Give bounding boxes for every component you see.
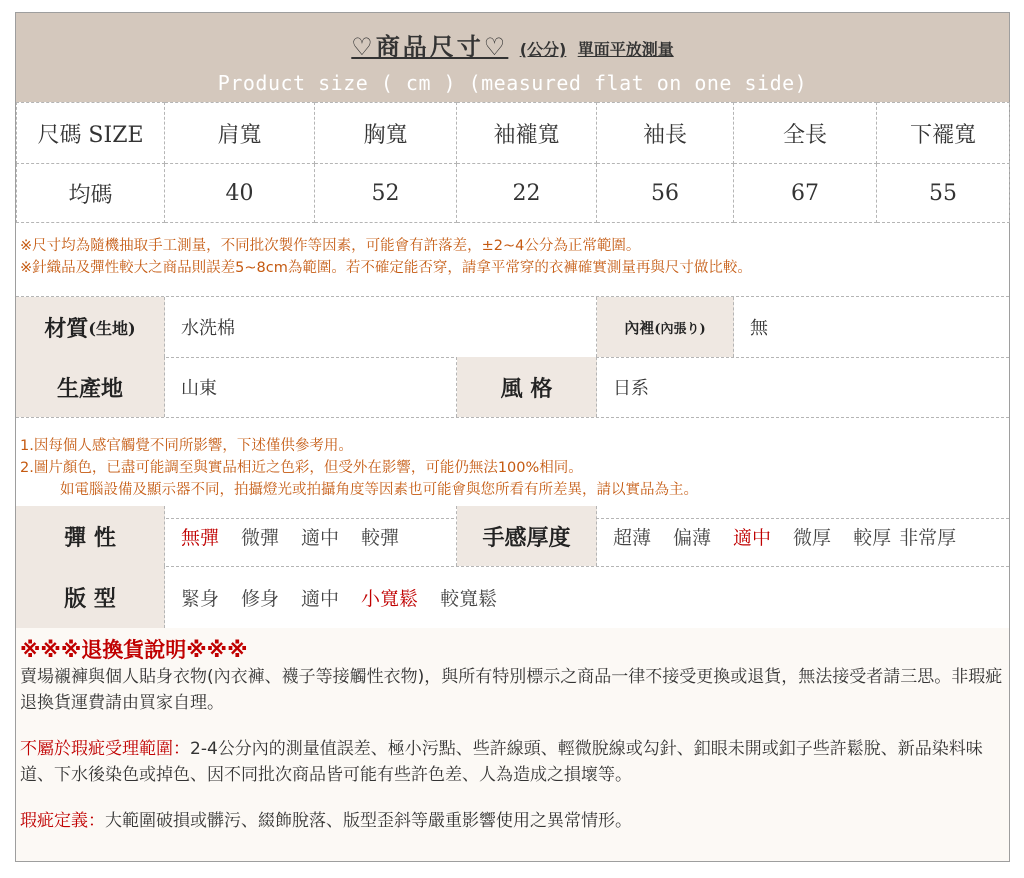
thickness-option: 較厚 bbox=[853, 526, 892, 549]
origin-value: 山東 bbox=[165, 357, 457, 417]
size-cell: 均碼 bbox=[17, 164, 165, 223]
header-measure: 單面平放測量 bbox=[577, 40, 674, 59]
elasticity-option: 適中 bbox=[301, 526, 340, 549]
size-cell: 52 bbox=[315, 164, 457, 223]
material-label: 材質 (生地) bbox=[16, 297, 165, 357]
return-policy-para: 賣場襯褲與個人貼身衣物(內衣褲、襪子等接觸性衣物)，與所有特別標示之商品一律不接受更換或退貨，無法接受者請三思。非瑕疵退換貨運費請由買家自理。 bbox=[20, 667, 1003, 713]
size-col-header: 袖長 bbox=[597, 103, 734, 164]
photo-note-line: 如電腦設備及顯示器不同，拍攝燈光或拍攝角度等因素也可能會與您所看有所差異，請以實品為主。 bbox=[60, 482, 698, 498]
size-cell: 56 bbox=[597, 164, 734, 223]
style-value: 日系 bbox=[613, 378, 649, 399]
elasticity-options bbox=[165, 506, 457, 566]
fit-option: 修身 bbox=[241, 587, 280, 610]
size-col-header: 下襬寬 bbox=[877, 103, 1010, 164]
thickness-option: 微厚 bbox=[793, 526, 832, 549]
return-policy-para bbox=[20, 736, 1005, 788]
fit-label: 版 型 bbox=[16, 566, 165, 628]
size-cell: 40 bbox=[165, 164, 315, 223]
size-cell: 22 bbox=[457, 164, 597, 223]
material-value: 水洗棉 bbox=[165, 297, 597, 357]
elasticity-option: 微彈 bbox=[241, 526, 280, 549]
elasticity-row bbox=[16, 506, 1009, 567]
header-title-en: Product size ( cm ) (measured flat on one side) bbox=[217, 71, 808, 95]
material-row bbox=[16, 297, 1009, 358]
fit-options bbox=[165, 566, 1009, 628]
header-unit: (公分) bbox=[519, 40, 567, 59]
size-col-header: 尺碼 SIZE bbox=[17, 103, 165, 164]
elasticity-option: 無彈 bbox=[181, 526, 220, 549]
thickness-label: 手感厚度 bbox=[457, 506, 597, 566]
non-defect-text: 2-4公分內的測量值誤差、極小污點、些許線頭、輕微脫線或勾針、釦眼未開或釦子些許鬆脫、新品染料味道、下水後染色或掉色、因不同批次商品皆可能有些許色差、人為造成之損壞等。 bbox=[20, 739, 983, 785]
size-note-line: ※針織品及彈性較大之商品則誤差5~8cm為範圍。若不確定能否穿，請拿平常穿的衣褲確實測量再與尺寸做比較。 bbox=[20, 260, 752, 276]
size-col-header: 袖襱寬 bbox=[457, 103, 597, 164]
return-policy-title: ※※※退換貨說明※※※ bbox=[20, 638, 248, 662]
thickness-option: 超薄 bbox=[613, 526, 652, 549]
size-cell: 55 bbox=[877, 164, 1010, 223]
return-policy-para bbox=[20, 808, 1005, 834]
size-table bbox=[16, 102, 1010, 223]
lining-label: 內裡 (內張り) bbox=[597, 297, 734, 357]
size-table-header-row bbox=[17, 103, 1010, 164]
size-header bbox=[16, 13, 1009, 102]
origin-label: 生產地 bbox=[16, 357, 165, 417]
size-col-header: 全長 bbox=[734, 103, 877, 164]
elasticity-label: 彈 性 bbox=[16, 506, 165, 566]
fit-option: 適中 bbox=[301, 587, 340, 610]
non-defect-heading: 不屬於瑕疵受理範圍： bbox=[20, 739, 190, 759]
product-info-sheet bbox=[15, 12, 1010, 862]
size-table-row bbox=[17, 164, 1010, 223]
style-label: 風 格 bbox=[457, 357, 597, 417]
elasticity-option: 較彈 bbox=[361, 526, 400, 549]
thickness-option: 非常厚 bbox=[899, 526, 957, 549]
lining-value: 無 bbox=[750, 318, 768, 339]
size-notes bbox=[16, 231, 1009, 297]
origin-row bbox=[16, 357, 1009, 418]
header-title-zh: ♡商品尺寸♡ bbox=[351, 33, 509, 61]
size-col-header: 胸寬 bbox=[315, 103, 457, 164]
defect-heading: 瑕疵定義： bbox=[20, 811, 105, 831]
thickness-option: 適中 bbox=[733, 526, 772, 549]
header-title bbox=[16, 27, 1009, 62]
photo-note-line: 2.圖片顏色，已盡可能調至與實品相近之色彩，但受外在影響，可能仍無法100%相同。 bbox=[20, 460, 583, 476]
size-col-header: 肩寬 bbox=[165, 103, 315, 164]
fit-option: 較寬鬆 bbox=[440, 587, 498, 610]
size-cell: 67 bbox=[734, 164, 877, 223]
fit-option: 緊身 bbox=[181, 587, 220, 610]
fit-option: 小寬鬆 bbox=[361, 587, 419, 610]
defect-text: 大範圍破損或髒污、綴飾脫落、版型歪斜等嚴重影響使用之異常情形。 bbox=[105, 811, 632, 831]
return-policy bbox=[16, 628, 1009, 861]
thickness-options bbox=[597, 506, 1009, 566]
size-note-line: ※尺寸均為隨機抽取手工測量，不同批次製作等因素，可能會有許落差，±2~4公分為正常範圍。 bbox=[20, 238, 641, 254]
thickness-option: 偏薄 bbox=[673, 526, 712, 549]
fit-row bbox=[16, 566, 1009, 629]
photo-note-line: 1.因每個人感官觸覺不同所影響，下述僅供參考用。 bbox=[20, 438, 353, 454]
